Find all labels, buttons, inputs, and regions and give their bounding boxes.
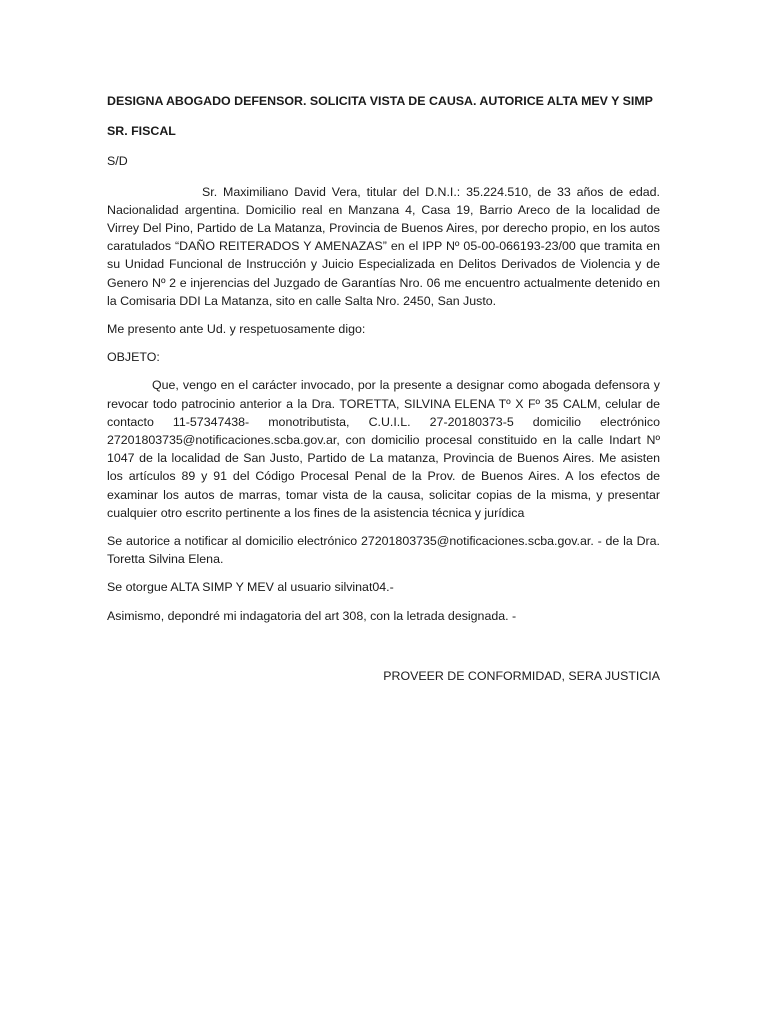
spacer	[107, 310, 660, 320]
notificar-paragraph: Se autorice a notificar al domicilio electrónico 27201803735@notificaciones.scba.gov.ar. - de la Dra. Toretta Silvina Elena.	[107, 534, 660, 567]
document-body	[107, 92, 660, 685]
indagatoria-paragraph: Asimismo, depondré mi indagatoria del art 308, con la letrada designada. -	[107, 608, 517, 623]
intro-paragraph: Sr. Maximiliano David Vera, titular del D.N.I.: 35.224.510, de 33 años de edad. Nacionalidad argentina. Domicilio real en Manzana 4, Casa 19, Barrio Areco de la localidad de Virrey Del Pino, Partido de La Matanza, Provincia de Buenos Aires, por derecho propio, en los autos caratulados “DAÑO REITERADOS Y AMENAZAS” en el IPP Nº 05-00-066193-23/00 que tramita en su Unidad Funcional de Instrucción y Juicio Especializada en Delitos Derivados de Violencia y de Genero Nº 2 e injerencias del Juzgado de Garantías Nro. 06 me encuentro actualmente detenido en la Comisaria DDI La Matanza, sito en calle Salta Nro. 2450, San Justo.	[107, 184, 660, 308]
objeto-label: OBJETO:	[107, 350, 160, 365]
spacer	[107, 366, 660, 376]
closing-line: PROVEER DE CONFORMIDAD, SERA JUSTICIA	[383, 668, 660, 683]
spacer	[107, 597, 660, 607]
spacer	[107, 625, 660, 667]
spacer	[107, 568, 660, 578]
objeto-paragraph: Que, vengo en el carácter invocado, por la presente a designar como abogada defensora y revocar todo patrocinio anterior a la Dra. TORETTA, SILVINA ELENA Tº X Fº 35 CALM, celular de contacto 11-57347438- monotributista, C.U.I.L. 27-20180373-5 domicilio electrónico 27201803735@notificaciones.scba.gov.ar, con domicilio procesal constituido en la calle Indart Nº 1047 de la localidad de San Justo, Partido de La matanza, Provincia de Buenos Aires. Me asisten los artículos 89 y 91 del Código Procesal Penal de la Prov. de Buenos Aires. A los efectos de examinar los autos de marras, tomar vista de la causa, solicitar copias de la misma, y presentar cualquier otro escrito pertinente a los fines de la asistencia técnica y jurídica	[107, 378, 660, 520]
presento-line: Me presento ante Ud. y respetuosamente digo:	[107, 322, 366, 337]
document-title: DESIGNA ABOGADO DEFENSOR. SOLICITA VISTA DE CAUSA. AUTORICE ALTA MEV Y SIMP	[107, 94, 653, 108]
spacer	[107, 171, 660, 183]
recipient-line: SR. FISCAL	[107, 124, 176, 139]
spacer	[107, 140, 660, 152]
alta-paragraph: Se otorgue ALTA SIMP Y MEV al usuario silvinat04.-	[107, 580, 394, 595]
spacer	[107, 338, 660, 348]
spacer	[107, 522, 660, 532]
spacer	[107, 110, 660, 122]
sd-line: S/D	[107, 154, 128, 169]
